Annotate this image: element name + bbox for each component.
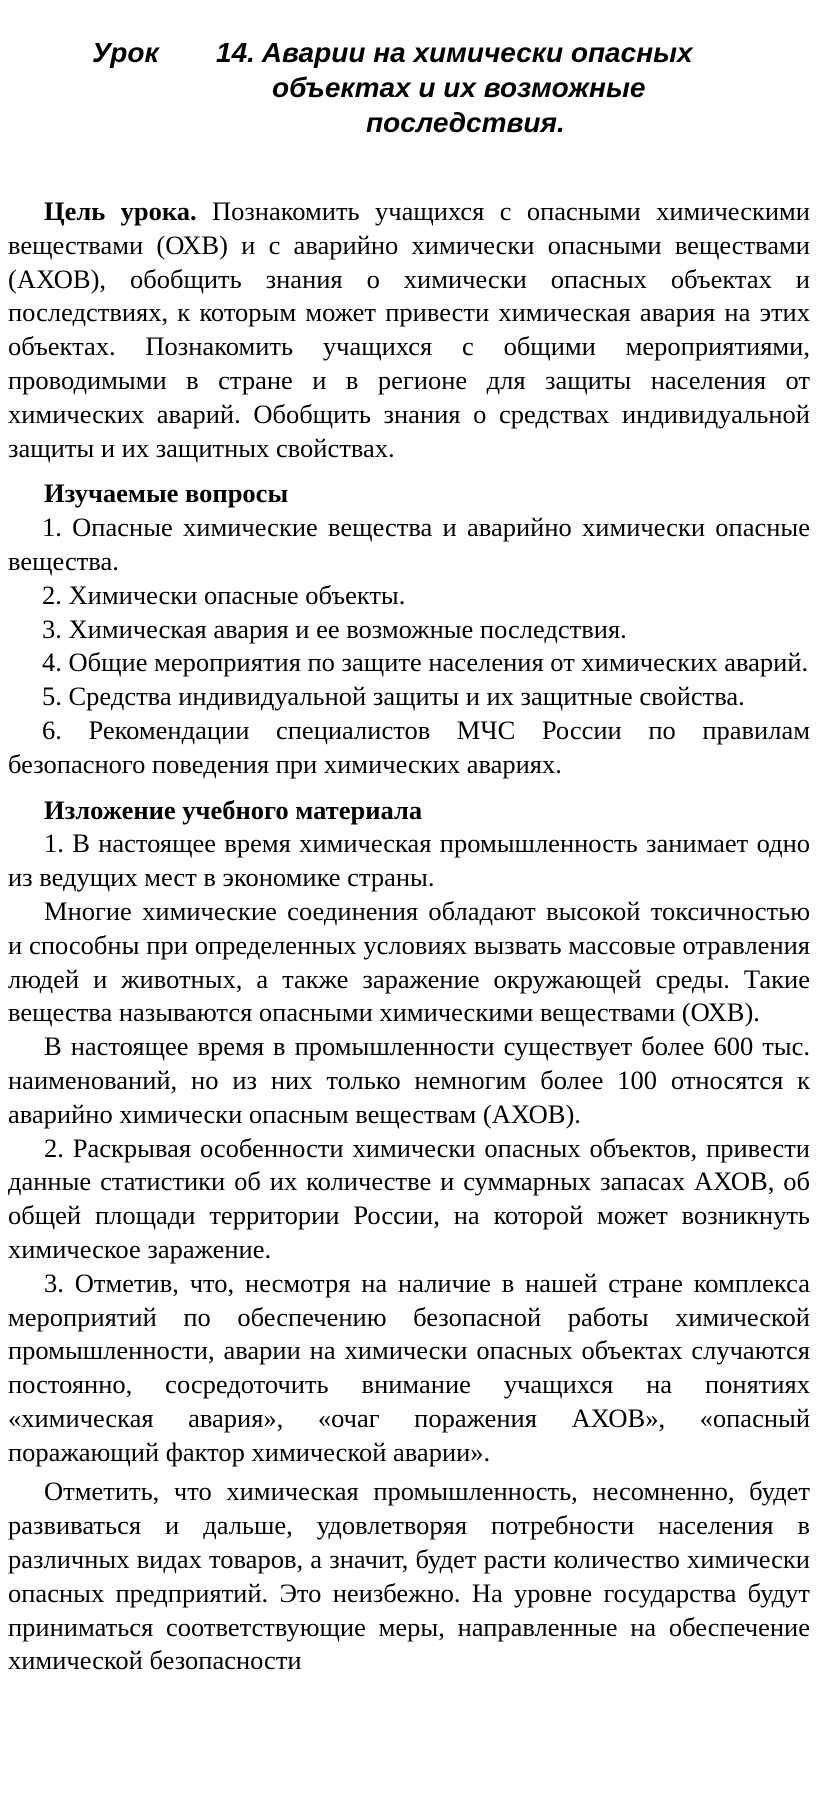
questions-heading: Изучаемые вопросы xyxy=(44,478,289,509)
lesson-body xyxy=(8,195,810,1678)
material-paragraph: 3. Отметив, что, несмотря на наличие в нашей стране комплекса мероприятий по обеспечению безопасной работы химической промышленности, аварии на химически опасных объектах случаются постоянно, сосредоточить внимание учащихся на понятиях «химическая авария», «очаг поражения АХОВ», «опасный поражающий фактор химической аварии». xyxy=(8,1267,810,1467)
material-paragraph: Многие химические соединения обладают высокой токсичностью и способны при определенных условиях вызвать массовые отравления людей и животных, а также заражение окружающей среды. Такие вещества называются опасными химическими веществами (ОХВ). xyxy=(8,895,810,1028)
question-text: Химическая авария и ее возможные последствия. xyxy=(68,613,627,644)
question-number: 2. xyxy=(42,579,62,610)
question-text: Опасные химические вещества и аварийно химически опасные вещества. xyxy=(8,512,810,576)
title-line-1 xyxy=(92,36,693,70)
material-heading: Изложение учебного материала xyxy=(44,794,423,825)
material-paragraph: 2. Раскрывая особенности химически опасных объектов, привести данные статистики об их количестве и суммарных запасах АХОВ, об общей площади территории России, на которой может возникнуть химическое заражение. xyxy=(8,1132,810,1264)
question-item xyxy=(8,714,810,782)
question-text: Средства индивидуальной защиты и их защитные свойства. xyxy=(68,681,745,712)
title-line-3: последствия. xyxy=(366,107,565,138)
question-item xyxy=(8,680,810,714)
question-number: 3. xyxy=(42,613,62,644)
question-item xyxy=(8,579,810,613)
question-item xyxy=(8,646,810,680)
material-paragraph: В настоящее время в промышленности существует более 600 тыс. наименований, но из них только немногим более 100 относятся к аварийно химически опасным веществам (АХОВ). xyxy=(8,1031,810,1129)
material-paragraph: Отметить, что химическая промышленность, несомненно, будет развиваться и дальше, удовлетворяя потребности населения в различных видах товаров, а значит, будет расти количество химически опасных предприятий. Это неизбежно. На уровне государства будут приниматься соответствующие меры, направленные на обеспечение химической безопасности xyxy=(8,1476,810,1676)
question-text: Общие мероприятия по защите населения от химических аварий. xyxy=(68,647,809,678)
question-number: 4. xyxy=(42,647,62,678)
question-text: Рекомендации специалистов МЧС России по правилам безопасного поведения при химических авариях. xyxy=(8,714,810,779)
question-number: 6. xyxy=(42,714,62,745)
lesson-number: 14. xyxy=(216,37,255,68)
question-item xyxy=(8,613,810,647)
goal-label: Цель урока. xyxy=(44,196,197,226)
question-item xyxy=(8,511,810,579)
title-line-2: объектах и их возможные xyxy=(272,72,646,103)
lesson-goal xyxy=(8,195,810,465)
title-text-line-1: Аварии на химически опасных xyxy=(261,37,693,68)
question-number: 5. xyxy=(42,681,62,712)
lesson-word: Урок xyxy=(92,37,159,68)
question-text: Химически опасные объекты. xyxy=(68,579,406,610)
goal-text: Познакомить учащихся с опасными химическими веществами (ОХВ) и с аварийно химически опасными веществами (АХОВ), обобщить знания о химически опасных объектах и последствиях, к которым может привести химическая авария на этих объектах. Познакомить учащихся с общими мероприятиями, проводимыми в стране и в регионе для защиты населения от химических аварий. Обобщить знания о средствах индивидуальной защиты и их защитных свойствах. xyxy=(8,196,810,463)
material-paragraph: 1. В настоящее время химическая промышленность занимает одно из ведущих мест в экономике страны. xyxy=(8,828,810,893)
question-number: 1. xyxy=(42,512,62,543)
